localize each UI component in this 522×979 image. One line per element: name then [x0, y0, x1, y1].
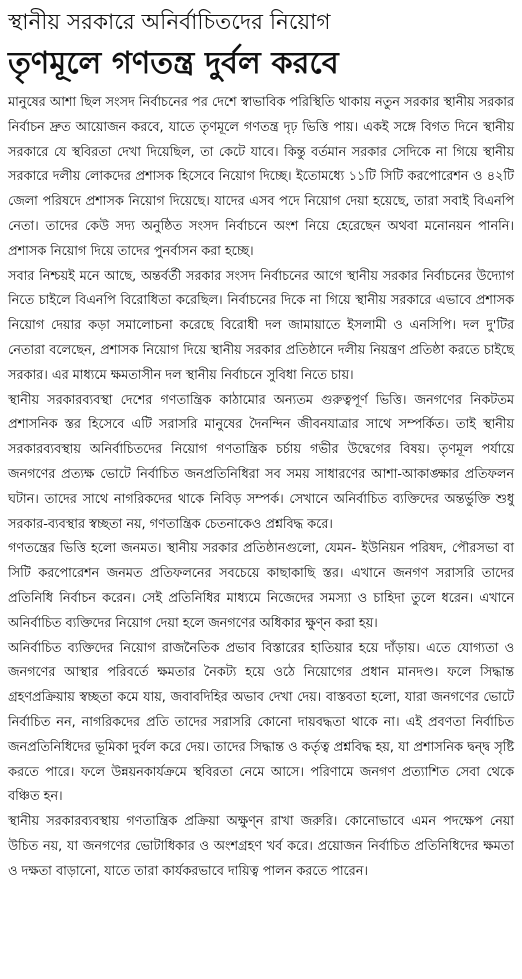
article-paragraph: সবার নিশ্চয়ই মনে আছে, অন্তর্বর্তী সরকার সংসদ নির্বাচনের আগে স্থানীয় সরকার নির্বাচনের উদ্যোগ নিতে চাইলে বিএনপি বিরোধিতা করেছিল। নির্বাচনের দিকে না গিয়ে স্থানীয় সরকারে এভাবে প্রশাসক নিয়োগ দেয়ার কড়া সমালোচনা করেছে বিরোধী দল জামায়াতে ইসলামী ও এনসিপি। দল দু'টির নেতারা বলেছেন, প্রশাসক নিয়োগ দিয়ে স্থানীয় সরকার প্রতিষ্ঠানে দলীয় নিয়ন্ত্রণ প্রতিষ্ঠা করতে চাইছে সরকার। এর মাধ্যমে ক্ষমতাসীন দল স্থানীয় নির্বাচনে সুবিধা নিতে চায়।	[8, 268, 514, 383]
article-paragraph: স্থানীয় সরকারব্যবস্থা দেশের গণতান্ত্রিক কাঠামোর অন্যতম গুরুত্বপূর্ণ ভিত্তি। জনগণের নিকটতম প্রশাসনিক স্তর হিসেবে এটি সরাসরি মানুষের দৈনন্দিন জীবনযাত্রার সাথে সম্পর্কিত। তাই স্থানীয় সরকারব্যবস্থায় অনির্বাচিতদের নিয়োগ গণতান্ত্রিক চর্চায় গভীর উদ্বেগের বিষয়। তৃণমূল পর্যায়ে জনগণের প্রত্যক্ষ ভোটে নির্বাচিত জনপ্রতিনিধিরা সব সময় সাধারণের আশা-আকাঙ্ক্ষার প্রতিফলন ঘটান। তাদের সাথে নাগরিকদের থাকে নিবিড় সম্পর্ক। সেখানে অনির্বাচিত ব্যক্তিদের অন্তর্ভুক্তি শুধু সরকার-ব্যবস্থার স্বচ্ছতা নয়, গণতান্ত্রিক চেতনাকেও প্রশ্নবিদ্ধ করে।	[8, 392, 514, 532]
article-paragraph: স্থানীয় সরকারব্যবস্থায় গণতান্ত্রিক প্রক্রিয়া অক্ষুণ্ন রাখা জরুরি। কোনোভাবে এমন পদক্ষেপ নেয়া উচিত নয়, যা জনগণের ভোটাধিকার ও অংশগ্রহণ খর্ব করে। প্রয়োজন নির্বাচিত প্রতিনিধিদের ক্ষমতা ও দক্ষতা বাড়ানো, যাতে তারা কার্যকরভাবে দায়িত্ব পালন করতে পারেন।	[8, 814, 514, 879]
article-headline: তৃণমূলে গণতন্ত্র দুর্বল করবে	[8, 46, 339, 81]
article-kicker: স্থানীয় সরকারে অনির্বাচিতদের নিয়োগ	[8, 10, 331, 35]
article-paragraph: অনির্বাচিত ব্যক্তিদের নিয়োগ রাজনৈতিক প্রভাব বিস্তারের হাতিয়ার হয়ে দাঁড়ায়। এতে যোগ্যতা ও জনগণের আস্থার পরিবর্তে ক্ষমতার নৈকট্য হয়ে ওঠে নিয়োগের প্রধান মানদণ্ড। ফলে সিদ্ধান্ত গ্রহণপ্রক্রিয়ায় স্বচ্ছতা কমে যায়, জবাবদিহির অভাব দেখা দেয়। বাস্তবতা হলো, যারা জনগণের ভোটে নির্বাচিত নন, নাগরিকদের প্রতি তাদের সরাসরি কোনো দায়বদ্ধতা থাকে না। এই প্রবণতা নির্বাচিত জনপ্রতিনিধিদের ভূমিকা দুর্বল করে দেয়। তাদের সিদ্ধান্ত ও কর্তৃত্ব প্রশ্নবিদ্ধ হয়, যা প্রশাসনিক দ্বন্দ্ব সৃষ্টি করতে পারে। ফলে উন্নয়নকার্যক্রমে স্থবিরতা নেমে আসে। পরিণামে জনগণ প্রত্যাশিত সেবা থেকে বঞ্চিত হন।	[8, 640, 514, 805]
article-body	[8, 91, 514, 885]
article-paragraph: গণতন্ত্রের ভিত্তি হলো জনমত। স্থানীয় সরকার প্রতিষ্ঠানগুলো, যেমন- ইউনিয়ন পরিষদ, পৌরসভা বা সিটি করপোরেশন জনমত প্রতিফলনের সবচেয়ে কাছাকাছি স্তর। এখানে জনগণ সরাসরি তাদের প্রতিনিধি নির্বাচন করেন। সেই প্রতিনিধির মাধ্যমে নিজেদের সমস্যা ও চাহিদা তুলে ধরেন। এখানে অনির্বাচিত ব্যক্তিদের নিয়োগ দেয়া হলে জনগণের অধিকার ক্ষুণ্ন করা হয়।	[8, 541, 514, 631]
article-paragraph: মানুষের আশা ছিল সংসদ নির্বাচনের পর দেশে স্বাভাবিক পরিস্থিতি থাকায় নতুন সরকার স্থানীয় সরকার নির্বাচন দ্রুত আয়োজন করবে, যাতে তৃণমূলে গণতন্ত্র দৃঢ় ভিত্তি পায়। একই সঙ্গে বিগত দিনে স্থানীয় সরকারে যে স্থবিরতা দেখা দিয়েছিল, তা কেটে যাবে। কিন্তু বর্তমান সরকার সেদিকে না গিয়ে স্থানীয় সরকারে দলীয় লোকদের প্রশাসক হিসেবে নিয়োগ দিচ্ছে। ইতোমধ্যে ১১টি সিটি করপোরেশন ও ৪২টি জেলা পরিষদে প্রশাসক নিয়োগ দিয়েছে। যাদের এসব পদে নিয়োগ দেয়া হয়েছে, তারা সবাই বিএনপি নেতা। তাদের কেউ সদ্য অনুষ্ঠিত সংসদ নির্বাচনে অংশ নিয়ে হেরেছেন অথবা মনোনয়ন পাননি। প্রশাসক নিয়োগ দিয়ে তাদের পুনর্বাসন করা হচ্ছে।	[8, 95, 514, 259]
